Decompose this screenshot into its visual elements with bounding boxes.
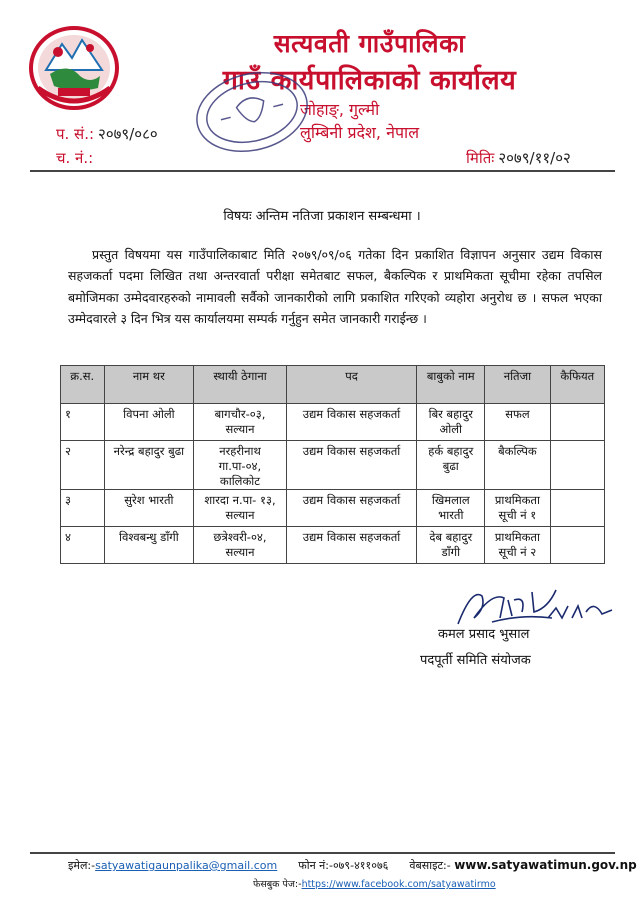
cell-result: प्राथमिकता सूची नं १: [485, 490, 550, 527]
chalani-label: च. नं.:: [56, 149, 94, 167]
date-value: २०७९/११/०२: [498, 149, 571, 167]
patra-sankhya: [56, 124, 158, 144]
phone-label: फोन नं:-: [298, 859, 333, 872]
table-header-row: [61, 366, 605, 404]
municipality-title: सत्यवती गाउँपालिका: [273, 29, 466, 58]
letter-date: [466, 148, 571, 168]
cell-post: उद्यम विकास सहजकर्ता: [286, 527, 417, 564]
office-title: गाउँ कार्यपालिकाको कार्यालय: [222, 65, 517, 96]
cell-father: खिमलाल भारती: [417, 490, 485, 527]
header-sn: क्र.स.: [61, 366, 105, 404]
letter-body: प्रस्तुत विषयमा यस गाउँपालिकाबाट मिति २०७९/०९/०६ गतेका दिन प्रकाशित विज्ञापन अनुसार उद्यम विकास सहजकर्ता पदमा लिखित तथा अन्तरवार्ता परीक्षा समेतबाट सफल, बैकल्पिक र प्राथमिकता सूचीमा रहेका तपसिल बमोजिमका उम्मेदवारहरुको नामावली सर्वैको जानकारीको लागि प्रकाशित गरिएको व्यहोरा अनुरोध छ । सफल भएका उम्मेदवारले ३ दिन भित्र यस कार्यालयमा सम्पर्क गर्नुहुन समेत जानकारी गराईन्छ ।: [68, 247, 602, 327]
letter-subject: विषयः अन्तिम नतिजा प्रकाशन सम्बन्धमा ।: [223, 209, 421, 224]
cell-result: सफल: [485, 404, 550, 441]
header-name: नाम थर: [104, 366, 194, 404]
cell-sn: १: [61, 404, 105, 441]
cell-father: देब बहादुर डाँगी: [417, 527, 485, 564]
website-label: वेबसाइट:-: [409, 859, 451, 872]
cell-address: छत्रेश्वरी-०४, सल्यान: [194, 527, 286, 564]
cell-father: बिर बहादुर ओली: [417, 404, 485, 441]
cell-post: उद्यम विकास सहजकर्ता: [286, 490, 417, 527]
cell-result: प्राथमिकता सूची नं २: [485, 527, 550, 564]
header-father: बाबुको नाम: [417, 366, 485, 404]
header-post: पद: [286, 366, 417, 404]
address-line-2: लुम्बिनी प्रदेश, नेपाल: [300, 123, 420, 142]
facebook-label: फेसबुक पेज:-: [253, 879, 302, 890]
cell-address: बागचौर-०३, सल्यान: [194, 404, 286, 441]
header-address: स्थायी ठेगाना: [194, 366, 286, 404]
office-stamp-icon: [190, 62, 315, 162]
cell-remarks: [550, 490, 604, 527]
footer-contact: [68, 858, 637, 873]
cell-name: विश्वबन्धु डाँगी: [104, 527, 194, 564]
address-line-1: जोहाङ्, गुल्मी: [300, 100, 380, 119]
cell-sn: २: [61, 441, 105, 490]
cell-name: विपना ओली: [104, 404, 194, 441]
header-remarks: कैफियत: [550, 366, 604, 404]
email-label: इमेल:-: [68, 859, 96, 872]
email-link[interactable]: satyawatigaunpalika@gmail.com: [95, 859, 278, 872]
cell-name: नरेन्द्र बहादुर बुढा: [104, 441, 194, 490]
website-link[interactable]: www.satyawatimun.gov.np: [454, 858, 637, 872]
table-row: [61, 490, 605, 527]
cell-remarks: [550, 527, 604, 564]
phone-value: ०७९-४११०७६: [332, 859, 389, 872]
cell-remarks: [550, 404, 604, 441]
date-label: मितिः: [466, 149, 495, 167]
signatory-position: पदपूर्ती समिति संयोजक: [420, 653, 531, 668]
table-row: [61, 441, 605, 490]
patra-label: प. सं.:: [56, 125, 95, 143]
cell-name: सुरेश भारती: [104, 490, 194, 527]
cell-sn: ४: [61, 527, 105, 564]
table-row: [61, 527, 605, 564]
results-table: [60, 365, 605, 564]
footer-facebook: [253, 877, 496, 890]
header-result: नतिजा: [485, 366, 550, 404]
chalani-number: [56, 148, 97, 168]
cell-result: बैकल्पिक: [485, 441, 550, 490]
cell-sn: ३: [61, 490, 105, 527]
cell-father: हर्क बहादुर बुढा: [417, 441, 485, 490]
cell-address: शारदा न.पा- १३, सल्यान: [194, 490, 286, 527]
facebook-link[interactable]: https://www.facebook.com/satyawatirmo: [301, 879, 496, 890]
cell-post: उद्यम विकास सहजकर्ता: [286, 441, 417, 490]
header-divider: [30, 170, 615, 172]
cell-post: उद्यम विकास सहजकर्ता: [286, 404, 417, 441]
footer-divider: [30, 852, 615, 854]
signatory-name: कमल प्रसाद भुसाल: [438, 627, 530, 642]
cell-remarks: [550, 441, 604, 490]
cell-address: नरहरीनाथ गा.पा-०४, कालिकोट: [194, 441, 286, 490]
patra-value: २०७९/०८०: [98, 125, 158, 143]
table-row: [61, 404, 605, 441]
